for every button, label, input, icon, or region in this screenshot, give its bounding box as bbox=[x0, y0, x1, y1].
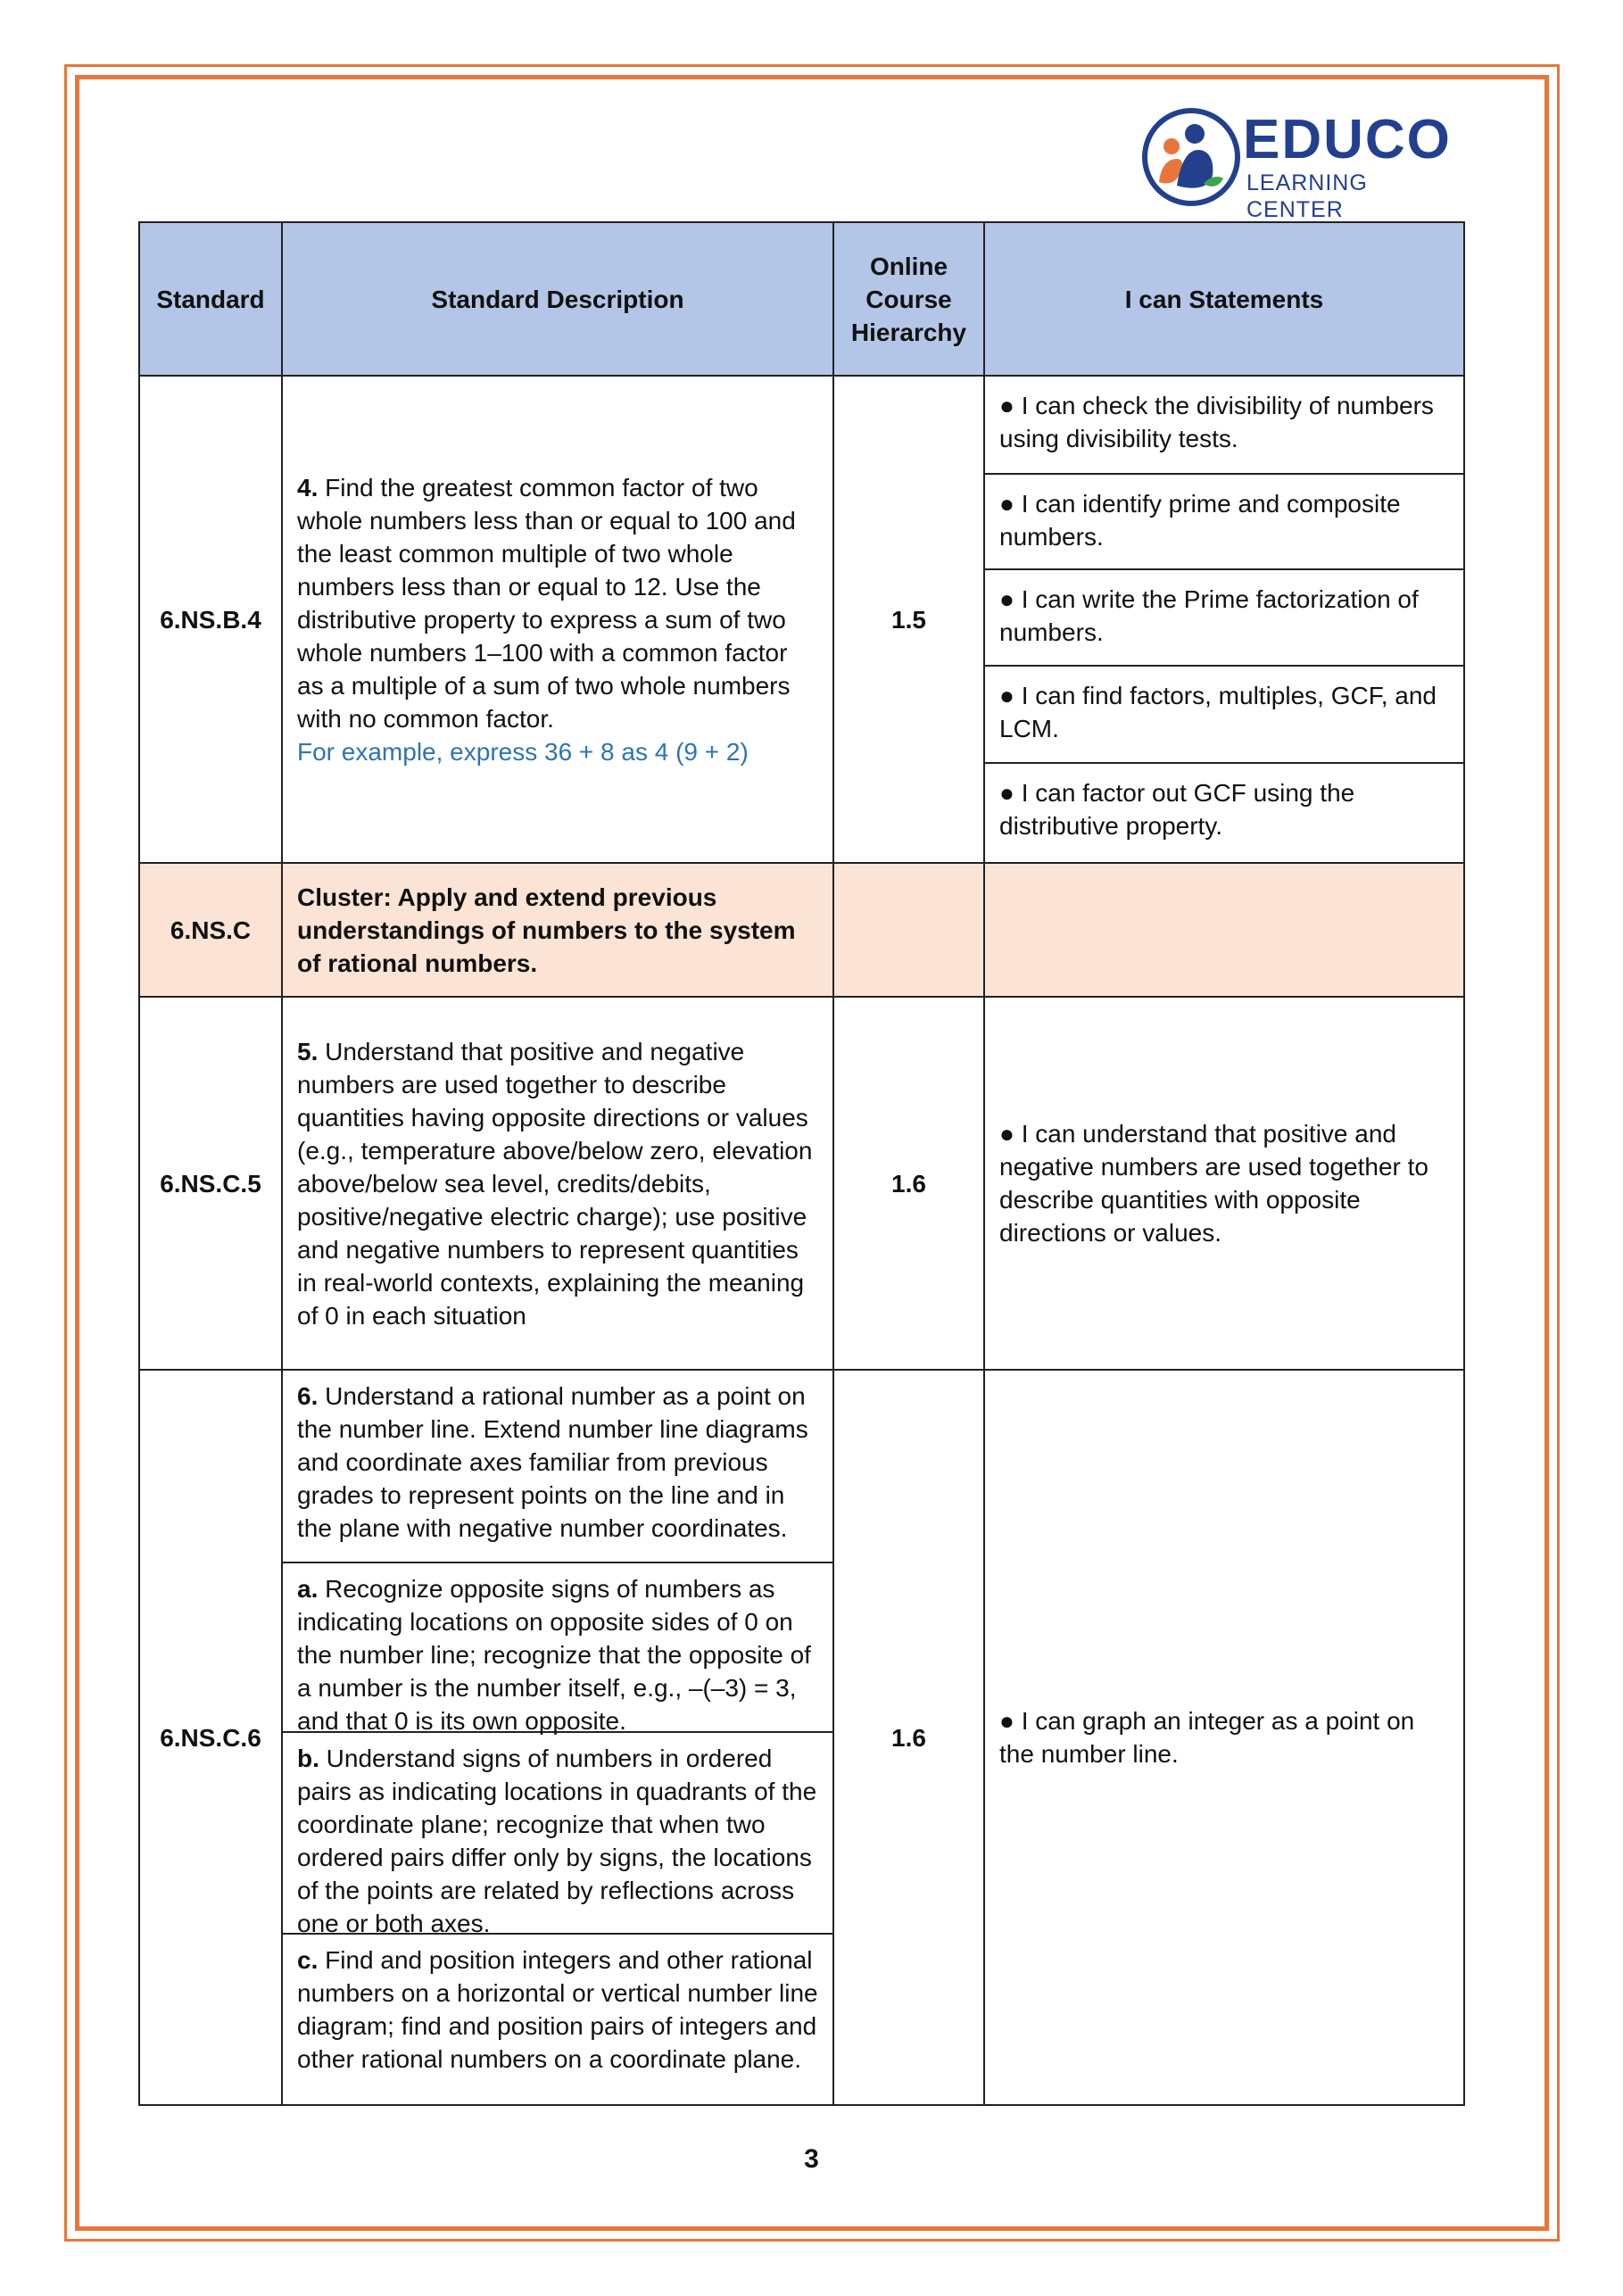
course-hierarchy: 1.6 bbox=[833, 997, 984, 1370]
logo-mark-icon bbox=[1141, 107, 1241, 207]
standard-code: 6.NS.C.6 bbox=[139, 1370, 282, 2105]
cluster-description: Cluster: Apply and extend previous understandings of numbers to the system of rational numbers. bbox=[282, 863, 833, 997]
header-hierarchy: Online Course Hierarchy bbox=[833, 222, 984, 376]
desc-number: 5. bbox=[297, 1037, 319, 1065]
sub-label: a. bbox=[297, 1575, 319, 1603]
page-number: 3 bbox=[804, 2144, 819, 2174]
ican-item: ● I can write the Prime factorization of numbers. bbox=[985, 570, 1463, 667]
sub-standard bbox=[283, 1935, 832, 2104]
standard-description bbox=[282, 997, 833, 1370]
sub-text: Find and position integers and other rational numbers on a horizontal or vertical number line diagram; find and position pairs of integers and other rational numbers on a coordinate plane. bbox=[297, 1946, 818, 2073]
desc-text: Understand that positive and negative numbers are used together to describe quantities having opposite directions or values (e.g., temperature above/below zero, elevation above/below sea level, credits/debits, positive/negative electric charge); use positive and negative numbers to represent quantities in real-world contexts, explaining the meaning of 0 in each situation bbox=[297, 1037, 813, 1330]
header-standard: Standard bbox=[139, 222, 282, 376]
standard-code: 6.NS.C bbox=[139, 863, 282, 997]
table-header-row bbox=[139, 222, 1464, 376]
ican-item: ● I can find factors, multiples, GCF, and LCM. bbox=[985, 667, 1463, 764]
course-hierarchy: 1.6 bbox=[833, 1370, 984, 2105]
ican-item: ● I can factor out GCF using the distributive property. bbox=[999, 779, 1355, 840]
ican-item: ● I can identify prime and composite numbers. bbox=[985, 475, 1463, 570]
header-description: Standard Description bbox=[282, 222, 833, 376]
ican-statements bbox=[984, 863, 1464, 997]
sub-label: 6. bbox=[297, 1382, 319, 1410]
sub-text: Recognize opposite signs of numbers as indicating locations on opposite sides of 0 on the number line; recognize that the opposite of a number is the number itself, e.g., –(–3) = 3, and that 0 is its own opposite. bbox=[297, 1575, 811, 1735]
table-row bbox=[139, 997, 1464, 1370]
sub-standard bbox=[283, 1563, 832, 1733]
course-hierarchy: 1.5 bbox=[833, 376, 984, 863]
table-row bbox=[139, 1370, 1464, 2105]
ican-statements bbox=[984, 376, 1464, 863]
standards-table bbox=[138, 221, 1465, 2106]
standard-code: 6.NS.C.5 bbox=[139, 997, 282, 1370]
table-row-cluster bbox=[139, 863, 1464, 997]
sub-text: Understand signs of numbers in ordered pairs as indicating locations in quadrants of the coordinate plane; recognize that when two ordered pairs differ only by signs, the locations of the points are related by reflections across one or both axes. bbox=[297, 1745, 817, 1937]
sub-label: c. bbox=[297, 1946, 319, 1974]
ican-statements: ● I can understand that positive and negative numbers are used together to describe quantities with opposite directions or values. bbox=[984, 997, 1464, 1370]
educo-logo bbox=[1141, 107, 1468, 222]
desc-example: For example, express 36 + 8 as 4 (9 + 2) bbox=[297, 737, 749, 766]
sub-standard bbox=[283, 1733, 832, 1935]
ican-statements: ● I can graph an integer as a point on the number line. bbox=[984, 1370, 1464, 2105]
standard-description bbox=[282, 376, 833, 863]
logo-title: EDUCO bbox=[1243, 109, 1452, 170]
ican-item: ● I can check the divisibility of numbers using divisibility tests. bbox=[985, 377, 1463, 475]
header-ican: I can Statements bbox=[984, 222, 1464, 376]
table-row bbox=[139, 376, 1464, 863]
course-hierarchy bbox=[833, 863, 984, 997]
logo-subtitle: LEARNING CENTER bbox=[1246, 170, 1368, 222]
desc-number: 4. bbox=[297, 473, 319, 501]
standard-code: 6.NS.B.4 bbox=[139, 376, 282, 863]
standard-description bbox=[282, 1370, 833, 2105]
sub-standard bbox=[283, 1371, 832, 1563]
sub-text: Understand a rational number as a point on the number line. Extend number line diagrams and coordinate axes familiar from previous grades to represent points on the line and in the plane with negative number coordinates. bbox=[297, 1382, 808, 1542]
desc-text: Find the greatest common factor of two whole numbers less than or equal to 100 and the least common multiple of two whole numbers less than or equal to 12. Use the distributive property to express a sum of two whole numbers 1–100 with a common factor as a multiple of a sum of two whole numbers with no common factor. bbox=[297, 473, 796, 733]
sub-label: b. bbox=[297, 1745, 319, 1772]
